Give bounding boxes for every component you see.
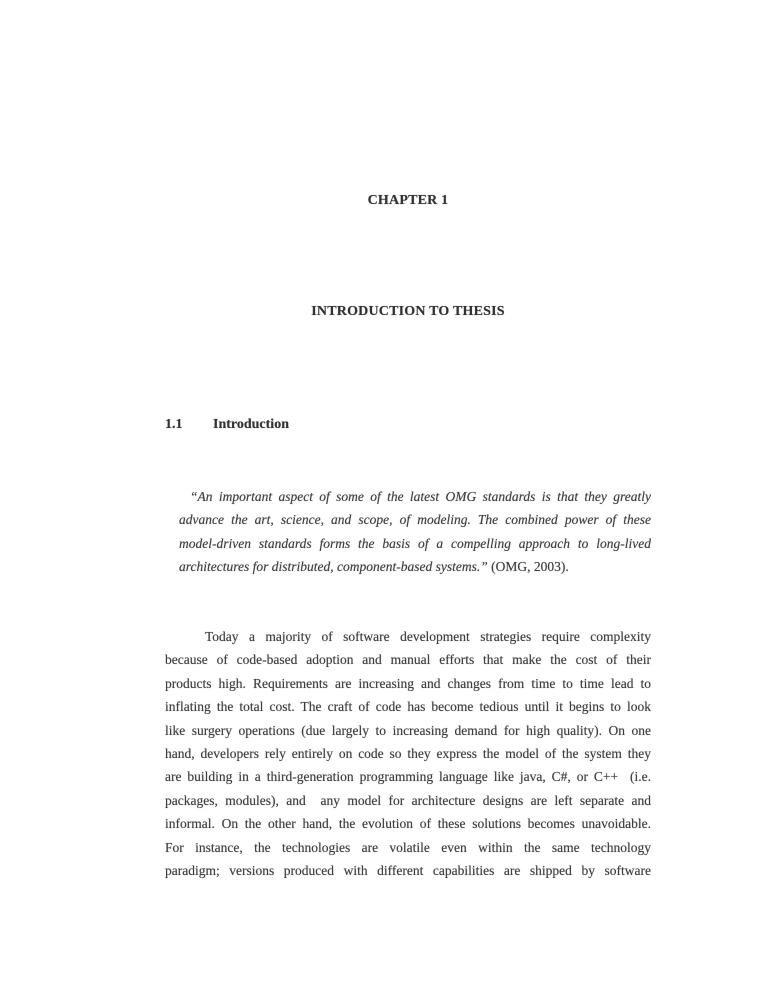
body-line: hand, developers rely entirely on code so they express the model of the system they — [165, 746, 651, 762]
quote-line — [179, 555, 651, 578]
body-line: products high. Requirements are increasing and changes from time to time lead to — [165, 675, 651, 691]
quote-line: model-driven standards forms the basis of a compelling approach to long-lived — [179, 535, 651, 551]
body-line: like surgery operations (due largely to increasing demand for high quality). On one — [165, 722, 651, 738]
body-line: are building in a third-generation programming language like java, C#, or C++ (i.e. — [165, 769, 651, 785]
quote-line: advance the art, science, and scope, of modeling. The combined power of these — [179, 512, 651, 528]
quote-paragraph — [179, 485, 651, 578]
section-title: Introduction — [213, 417, 289, 432]
quote-citation: (OMG, 2003). — [487, 558, 569, 574]
chapter-heading: CHAPTER 1 — [367, 193, 449, 208]
section-number: 1.1 — [165, 417, 183, 432]
body-line: paradigm; versions produced with different capabilities are shipped by software — [165, 863, 651, 879]
body-line: informal. On the other hand, the evolution of these solutions becomes unavoidable. — [165, 816, 651, 832]
body-line: For instance, the technologies are volatile even within the same technology — [165, 839, 651, 855]
page-title: INTRODUCTION TO THESIS — [311, 304, 505, 319]
body-line: inflating the total cost. The craft of code has become tedious until it begins to look — [165, 699, 651, 715]
section-heading — [165, 416, 651, 433]
body-line: packages, modules), and any model for architecture designs are left separate and — [165, 792, 651, 808]
body-line: Today a majority of software development strategies require complexity — [205, 629, 651, 644]
body-paragraph — [165, 625, 651, 882]
body-line: because of code-based adoption and manual efforts that make the cost of their — [165, 652, 651, 668]
quote-line: “An important aspect of some of the latest OMG standards is that they greatly — [190, 489, 651, 504]
quote-line-italic-part: architectures for distributed, component-based systems.” — [179, 558, 488, 574]
